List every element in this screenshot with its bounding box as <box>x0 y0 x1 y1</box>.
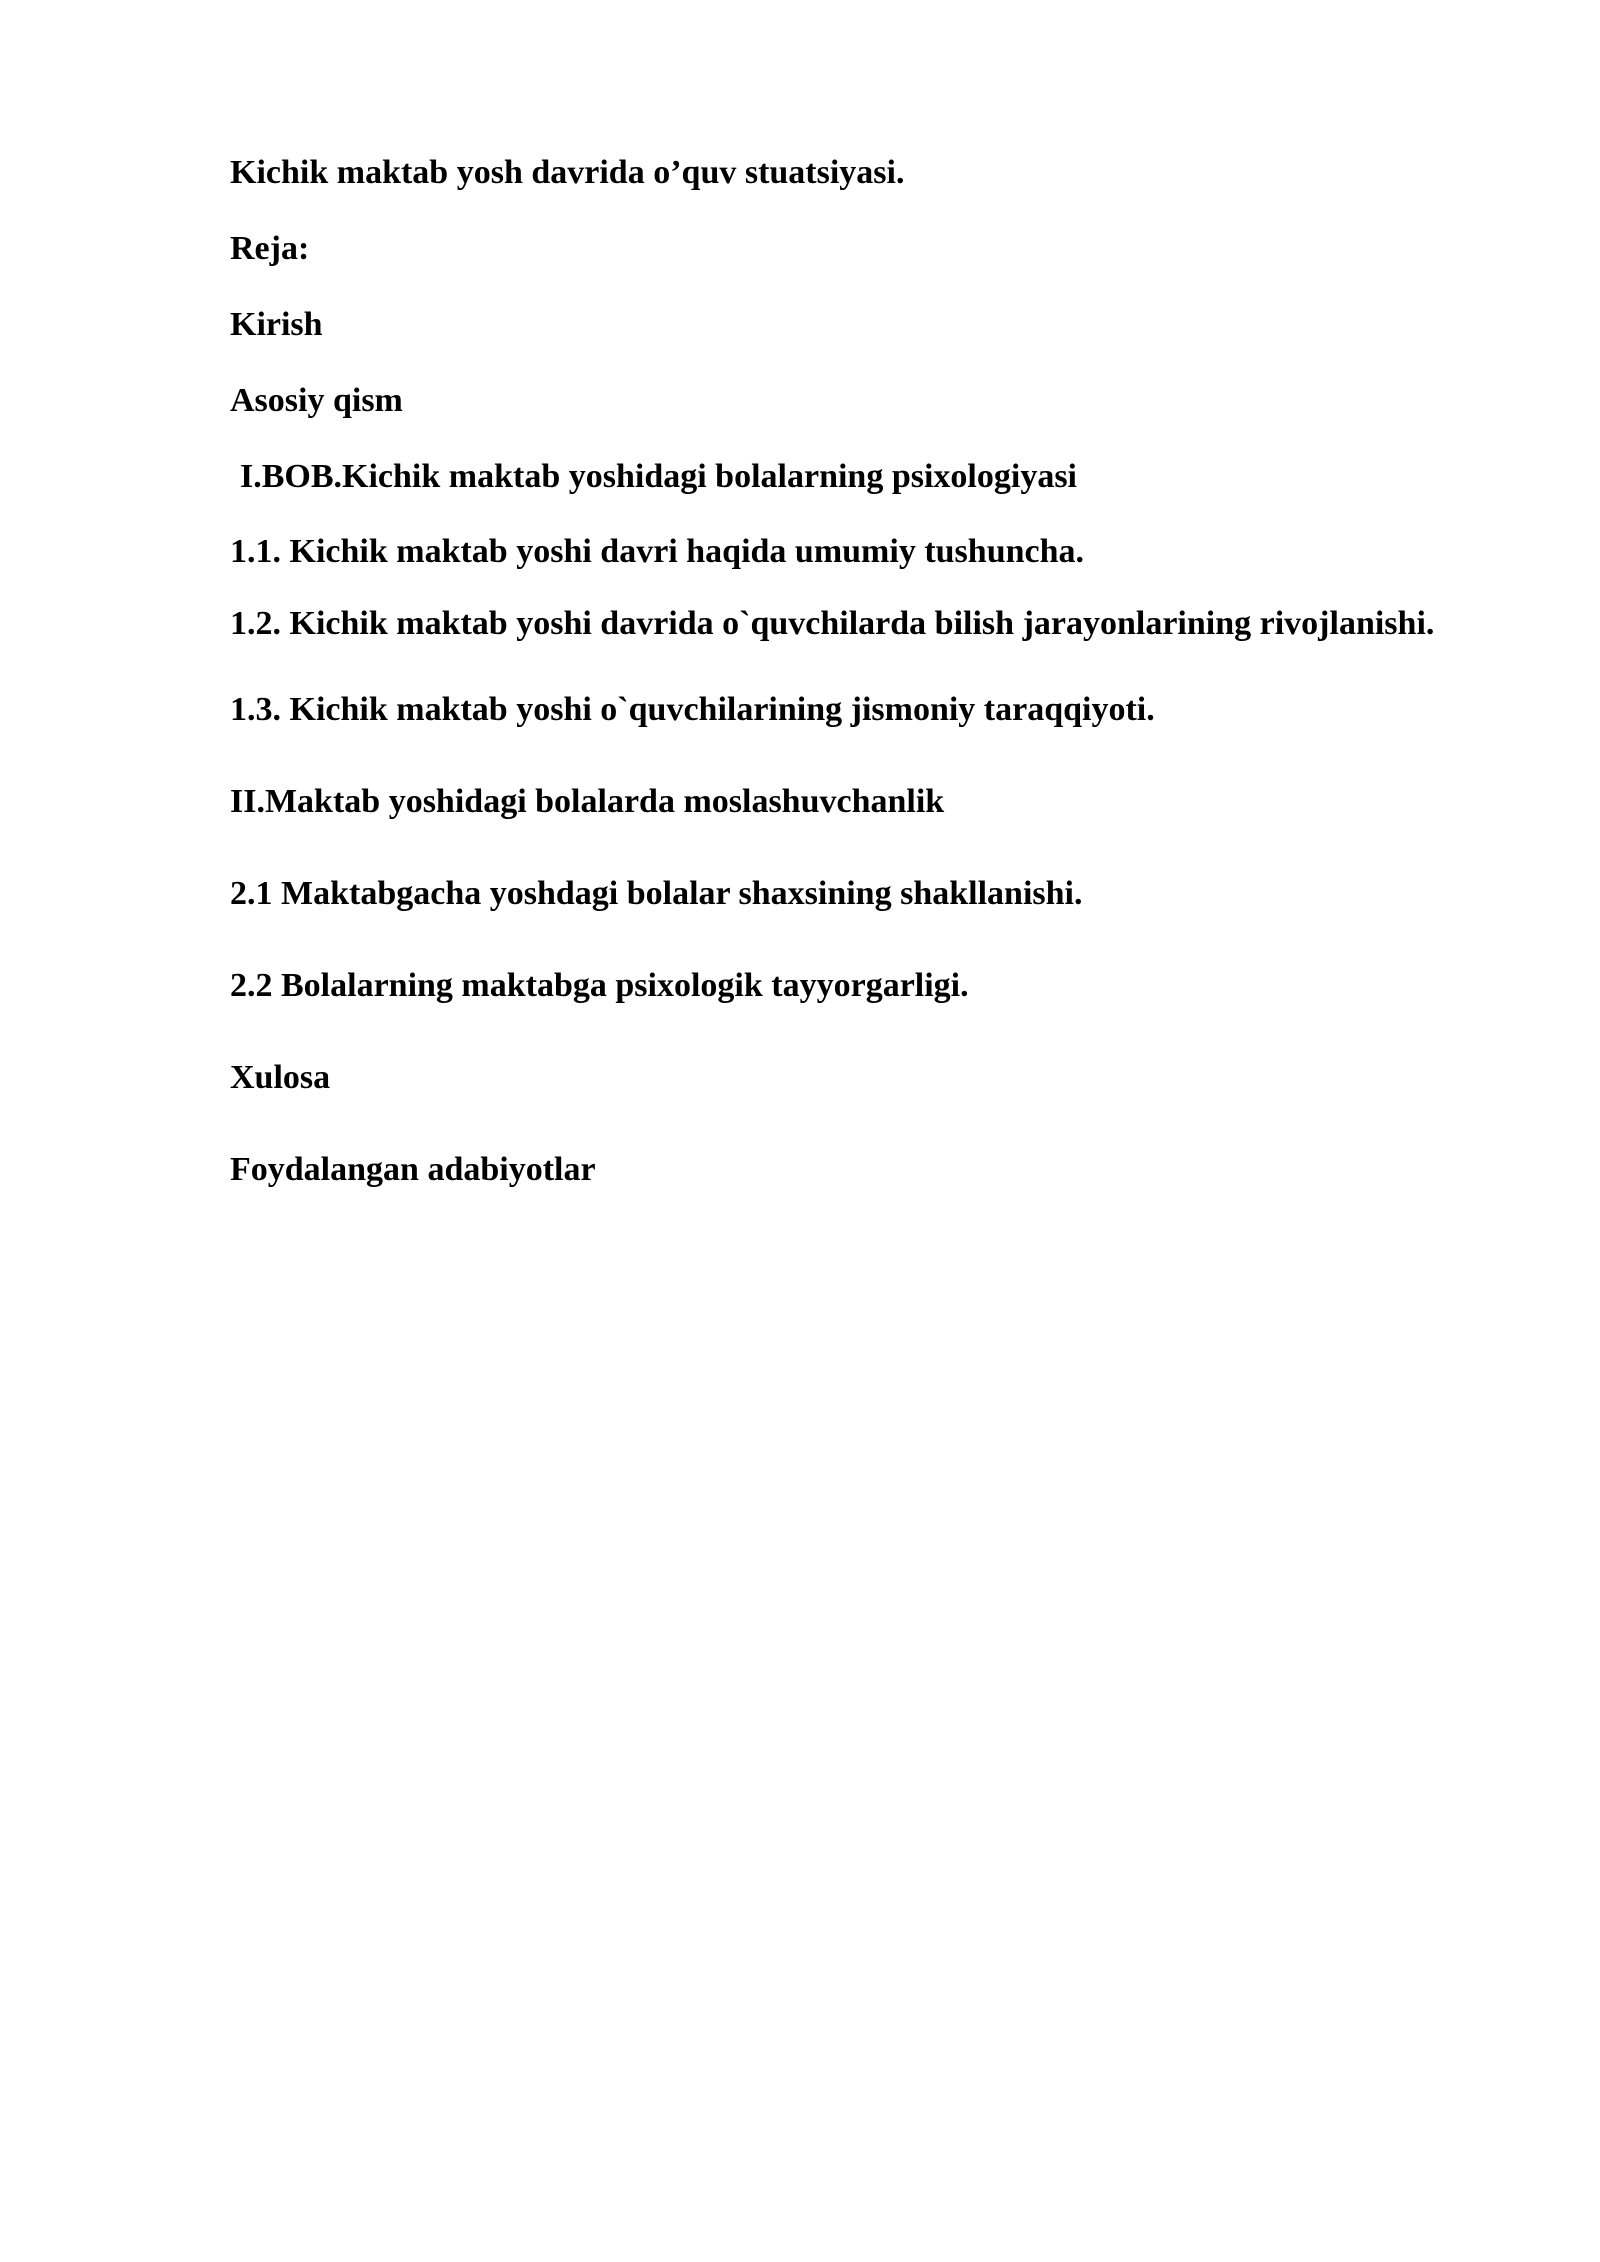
toc-item-references: Foydalangan adabiyotlar <box>230 1150 596 1188</box>
document-title: Kichik maktab yosh davrida o’quv stuatsiyasi. <box>230 154 905 191</box>
toc-item-section-1-1: 1.1. Kichik maktab yoshi davri haqida umumiy tushuncha. <box>230 533 1085 571</box>
toc-item-conclusion: Xulosa <box>230 1058 331 1096</box>
toc-item-intro: Kirish <box>230 305 323 343</box>
toc-item-section-1-2: 1.2. Kichik maktab yoshi davrida o`quvchilarda bilish jarayonlarining rivojlanishi. <box>230 605 1435 643</box>
toc-item-main-part: Asosiy qism <box>230 381 403 419</box>
toc-item-section-2-1: 2.1 Maktabgacha yoshdagi bolalar shaxsining shakllanishi. <box>230 875 1083 913</box>
table-of-contents <box>230 150 1492 1193</box>
toc-item-section-2-2: 2.2 Bolalarning maktabga psixologik tayyorgarligi. <box>230 967 969 1005</box>
toc-item-section-1-3: 1.3. Kichik maktab yoshi o`quvchilarining jismoniy taraqqiyoti. <box>230 691 1155 729</box>
toc-item-chapter-1: I.BOB.Kichik maktab yoshidagi bolalarning psixologiyasi <box>240 457 1078 495</box>
plan-heading: Reja: <box>230 229 310 267</box>
toc-item-chapter-2: II.Maktab yoshidagi bolalarda moslashuvchanlik <box>230 783 945 821</box>
